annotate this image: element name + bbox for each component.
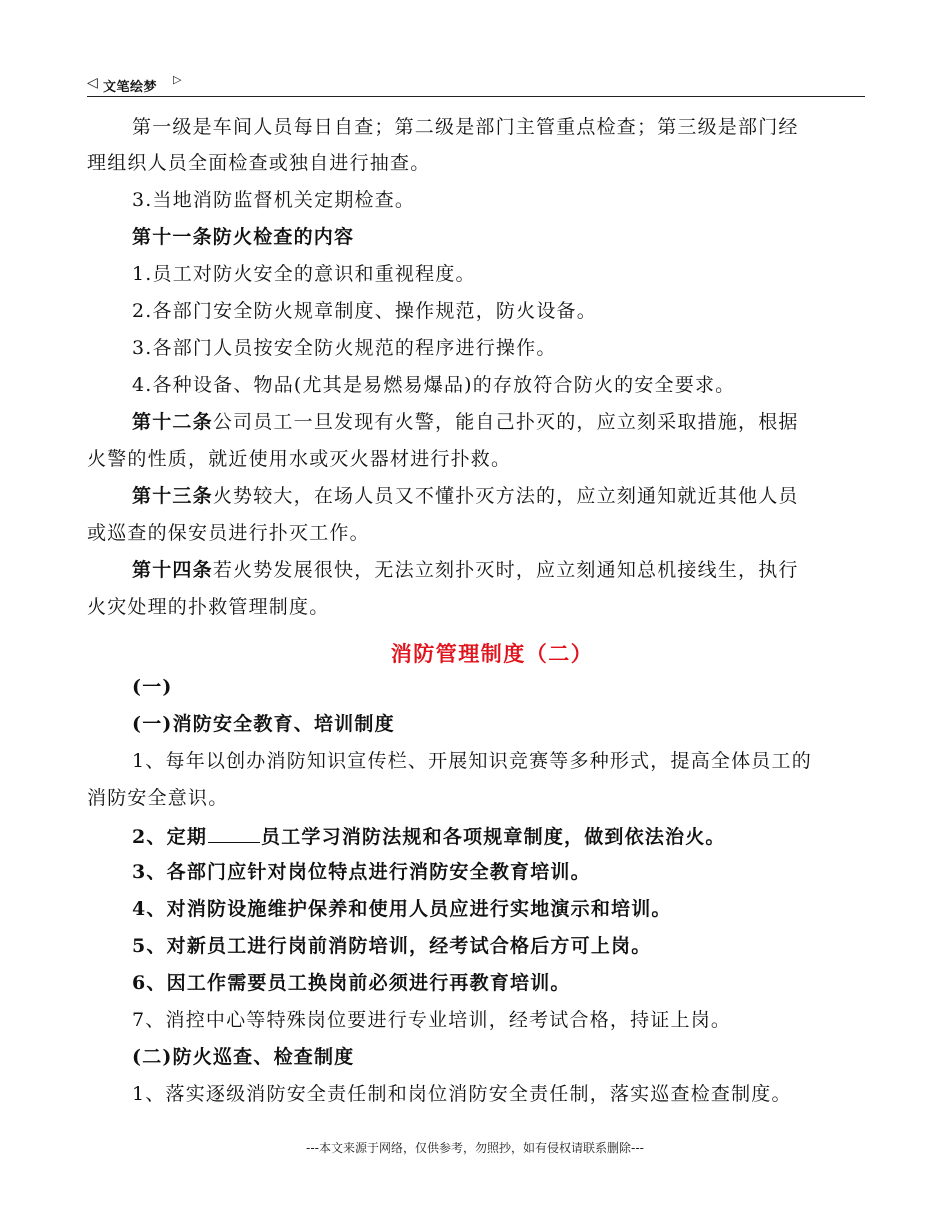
paragraph-line: 火警的性质，就近使用水或灭火器材进行扑救。 [87,448,512,470]
article-line [132,561,799,580]
list-item [132,826,726,847]
article-line [132,487,799,506]
article-label: 第十二条 [132,411,213,433]
subsection-heading: (一)消防安全教育、培训制度 [132,713,395,735]
list-item: 4、对消防设施维护保养和使用人员应进行实地演示和培训。 [132,898,672,920]
article-text: 若火势发展很快，无法立刻扑灭时，应立刻通知总机接线生，执行 [212,559,799,581]
list-item: 2.各部门安全防火规章制度、操作规范，防火设备。 [132,300,597,322]
paragraph-line: 火灾处理的扑救管理制度。 [87,596,330,618]
list-item: 5、对新员工进行岗前消防培训，经考试合格后方可上岗。 [132,935,652,957]
article-heading: 第十一条防火检查的内容 [132,226,355,248]
list-item: 3.各部门人员按安全防火规范的程序进行操作。 [132,337,557,359]
list-item: 7、消控中心等特殊岗位要进行专业培训，经考试合格，持证上岗。 [132,1009,732,1031]
page-header [87,72,865,97]
paragraph-line: 或巡查的保安员进行扑灭工作。 [87,522,370,544]
paragraph-line: 3.当地消防监督机关定期检查。 [132,189,416,211]
brand-name: 文笔绘梦 [103,80,158,95]
subsection-heading: (一) [132,676,173,698]
fill-in-blank [208,826,260,843]
right-arrow-icon: ▷ [173,73,182,86]
list-item: 1、每年以创办消防知识宣传栏、开展知识竞赛等多种形式，提高全体员工的 [132,750,812,772]
paragraph-line: 第一级是车间人员每日自查；第二级是部门主管重点检查；第三级是部门经 [132,116,799,138]
list-item: 3、各部门应针对岗位特点进行消防安全教育培训。 [132,861,591,883]
article-text: 火势较大，在场人员又不懂扑灭方法的，应立刻通知就近其他人员 [212,485,799,507]
list-item: 1.员工对防火安全的意识和重视程度。 [132,263,476,285]
left-arrow-icon: ◁ [87,75,98,91]
section-title: 消防管理制度（二） [390,641,594,666]
article-label: 第十三条 [132,485,213,507]
article-text: 公司员工一旦发现有火警，能自己扑灭的，应立刻采取措施，根据 [212,411,799,433]
paragraph-line: 理组织人员全面检查或独自进行抽查。 [87,152,431,174]
list-item: 1、落实逐级消防安全责任制和岗位消防安全责任制，落实巡查检查制度。 [132,1083,792,1105]
list-item: 4.各种设备、物品(尤其是易燃易爆品)的存放符合防火的安全要求。 [132,374,736,396]
article-label: 第十四条 [132,559,213,581]
paragraph-line: 消防安全意识。 [87,787,229,809]
subsection-heading: (二)防火巡查、检查制度 [132,1046,355,1068]
list-item-prefix: 2、定期 [132,826,208,848]
page-footer: ---本文来源于网络，仅供参考，勿照抄，如有侵权请联系删除--- [306,1141,644,1155]
list-item: 6、因工作需要员工换岗前必须进行再教育培训。 [132,972,571,994]
article-line [132,413,799,432]
list-item-suffix: 员工学习消防法规和各项规章制度，做到依法治火。 [261,826,726,848]
